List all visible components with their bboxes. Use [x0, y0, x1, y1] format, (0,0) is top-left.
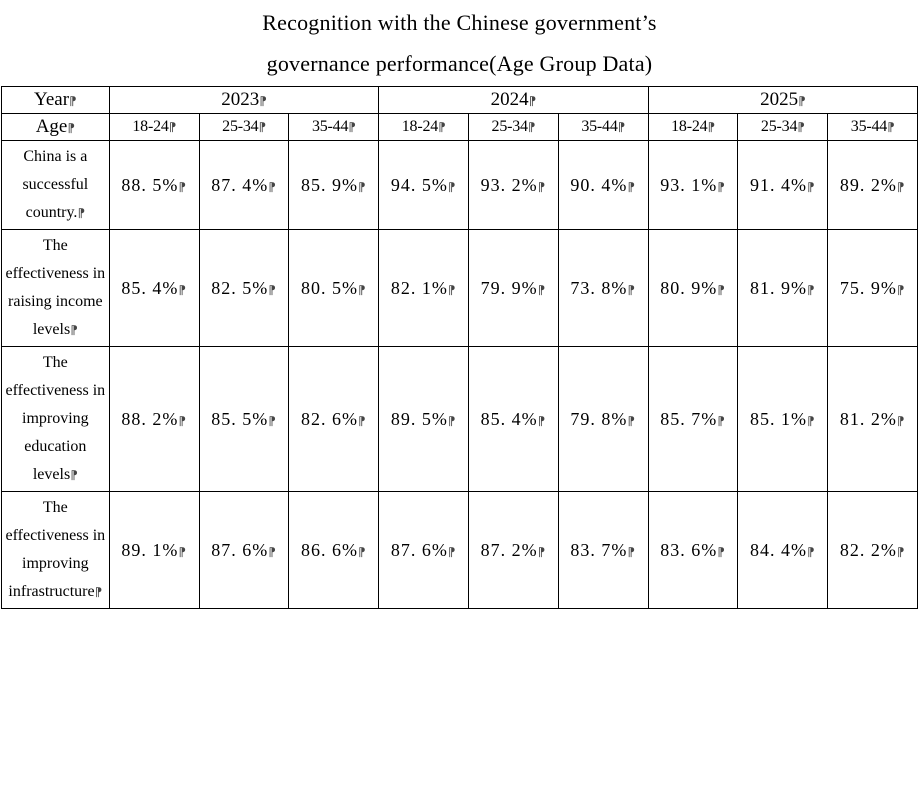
pilcrow-mark: ⁋	[70, 323, 78, 338]
table-cell: 88. 5%⁋	[109, 141, 199, 230]
pilcrow-mark: ⁋	[268, 544, 277, 559]
pilcrow-mark: ⁋	[527, 120, 536, 135]
header-row-year	[1, 87, 917, 114]
header-row-age	[1, 114, 917, 141]
table-cell: 85. 5%⁋	[199, 347, 289, 492]
header-age-2023-35-44: 35-44⁋	[289, 114, 379, 141]
header-age-2025-18-24: 18-24⁋	[648, 114, 738, 141]
table-cell: 80. 9%⁋	[648, 230, 738, 347]
pilcrow-mark: ⁋	[717, 179, 726, 194]
header-age-2023-18-24: 18-24⁋	[109, 114, 199, 141]
pilcrow-mark: ⁋	[537, 282, 547, 297]
pilcrow-mark: ⁋	[627, 282, 637, 297]
pilcrow-mark: ⁋	[807, 544, 816, 559]
pilcrow-mark: ⁋	[168, 120, 177, 135]
table-row	[1, 141, 917, 230]
table-cell: 87. 2%⁋	[469, 492, 559, 609]
table-cell: 80. 5%⁋	[289, 230, 379, 347]
table-cell: 89. 2%⁋	[828, 141, 918, 230]
pilcrow-mark: ⁋	[807, 282, 816, 297]
pilcrow-mark: ⁋	[70, 468, 78, 483]
header-year-2023: 2023⁋	[109, 87, 378, 114]
pilcrow-mark: ⁋	[896, 544, 906, 559]
pilcrow-mark: ⁋	[896, 179, 906, 194]
table-cell: 82. 2%⁋	[828, 492, 918, 609]
pilcrow-mark: ⁋	[178, 179, 188, 194]
row-label: The effectiveness in raising income levels⁋	[1, 230, 109, 347]
pilcrow-mark: ⁋	[528, 94, 537, 109]
table-cell: 85. 7%⁋	[648, 347, 738, 492]
table-cell: 81. 2%⁋	[828, 347, 918, 492]
table-cell: 91. 4%⁋	[738, 141, 828, 230]
table-cell: 73. 8%⁋	[558, 230, 648, 347]
row-label: The effectiveness in improving education levels⁋	[1, 347, 109, 492]
pilcrow-mark: ⁋	[887, 120, 895, 135]
pilcrow-mark: ⁋	[717, 282, 726, 297]
header-year-label: Year⁋	[1, 87, 109, 114]
pilcrow-mark: ⁋	[627, 544, 637, 559]
table-row	[1, 492, 917, 609]
pilcrow-mark: ⁋	[259, 94, 267, 109]
pilcrow-mark: ⁋	[358, 282, 367, 297]
pilcrow-mark: ⁋	[717, 413, 726, 428]
table-cell: 81. 9%⁋	[738, 230, 828, 347]
header-year-2025: 2025⁋	[648, 87, 918, 114]
row-label: China is a successful country.⁋	[1, 141, 109, 230]
table-cell: 83. 6%⁋	[648, 492, 738, 609]
table-cell: 85. 4%⁋	[109, 230, 199, 347]
pilcrow-mark: ⁋	[348, 120, 356, 135]
header-age-2025-25-34: 25-34⁋	[738, 114, 828, 141]
table-cell: 85. 4%⁋	[469, 347, 559, 492]
header-age-2024-25-34: 25-34⁋	[469, 114, 559, 141]
table-cell: 89. 5%⁋	[379, 347, 469, 492]
pilcrow-mark: ⁋	[447, 282, 457, 297]
table-cell: 85. 9%⁋	[289, 141, 379, 230]
table-row	[1, 230, 917, 347]
table-cell: 93. 1%⁋	[648, 141, 738, 230]
header-age-label: Age⁋	[1, 114, 109, 141]
table-cell: 88. 2%⁋	[109, 347, 199, 492]
pilcrow-mark: ⁋	[617, 120, 626, 135]
header-age-2025-35-44: 35-44⁋	[828, 114, 918, 141]
pilcrow-mark: ⁋	[258, 120, 266, 135]
table-cell: 82. 1%⁋	[379, 230, 469, 347]
pilcrow-mark: ⁋	[268, 413, 277, 428]
table-cell: 87. 6%⁋	[199, 492, 289, 609]
table-cell: 82. 6%⁋	[289, 347, 379, 492]
table-cell: 82. 5%⁋	[199, 230, 289, 347]
pilcrow-mark: ⁋	[896, 413, 906, 428]
table-cell: 83. 7%⁋	[558, 492, 648, 609]
pilcrow-mark: ⁋	[77, 206, 86, 221]
table-cell: 93. 2%⁋	[469, 141, 559, 230]
pilcrow-mark: ⁋	[447, 413, 457, 428]
pilcrow-mark: ⁋	[178, 544, 188, 559]
pilcrow-mark: ⁋	[447, 544, 457, 559]
pilcrow-mark: ⁋	[627, 179, 637, 194]
pilcrow-mark: ⁋	[717, 544, 726, 559]
header-age-2024-35-44: 35-44⁋	[558, 114, 648, 141]
table-cell: 85. 1%⁋	[738, 347, 828, 492]
table-title-row	[1, 1, 917, 87]
pilcrow-mark: ⁋	[896, 282, 906, 297]
table-cell: 87. 4%⁋	[199, 141, 289, 230]
table-cell: 90. 4%⁋	[558, 141, 648, 230]
pilcrow-mark: ⁋	[69, 94, 77, 109]
pilcrow-mark: ⁋	[178, 282, 188, 297]
pilcrow-mark: ⁋	[537, 179, 547, 194]
title-line-1: Recognition with the Chinese government’s	[262, 10, 657, 35]
pilcrow-mark: ⁋	[447, 179, 457, 194]
header-age-2023-25-34: 25-34⁋	[199, 114, 289, 141]
table-cell: 89. 1%⁋	[109, 492, 199, 609]
row-label: The effectiveness in improving infrastructure⁋	[1, 492, 109, 609]
pilcrow-mark: ⁋	[537, 544, 547, 559]
table-cell: 94. 5%⁋	[379, 141, 469, 230]
pilcrow-mark: ⁋	[798, 94, 806, 109]
title-line-2: governance performance(Age Group Data)	[266, 50, 653, 76]
table-cell: 86. 6%⁋	[289, 492, 379, 609]
table-cell: 79. 8%⁋	[558, 347, 648, 492]
header-year-2024: 2024⁋	[379, 87, 648, 114]
table-cell: 84. 4%⁋	[738, 492, 828, 609]
pilcrow-mark: ⁋	[358, 413, 367, 428]
table-cell: 79. 9%⁋	[469, 230, 559, 347]
page-title	[1, 1, 917, 87]
pilcrow-mark: ⁋	[537, 413, 547, 428]
pilcrow-mark: ⁋	[268, 179, 277, 194]
header-age-2024-18-24: 18-24⁋	[379, 114, 469, 141]
pilcrow-mark: ⁋	[268, 282, 277, 297]
pilcrow-mark: ⁋	[707, 120, 715, 135]
pilcrow-mark: ⁋	[807, 413, 816, 428]
pilcrow-mark: ⁋	[438, 120, 446, 135]
pilcrow-mark: ⁋	[67, 121, 75, 136]
pilcrow-mark: ⁋	[94, 585, 103, 600]
pilcrow-mark: ⁋	[797, 120, 805, 135]
pilcrow-mark: ⁋	[627, 413, 637, 428]
pilcrow-mark: ⁋	[358, 544, 367, 559]
pilcrow-mark: ⁋	[178, 413, 188, 428]
table-row	[1, 347, 917, 492]
table-cell: 75. 9%⁋	[828, 230, 918, 347]
pilcrow-mark: ⁋	[358, 179, 367, 194]
pilcrow-mark: ⁋	[807, 179, 816, 194]
table-cell: 87. 6%⁋	[379, 492, 469, 609]
recognition-table	[1, 0, 918, 609]
